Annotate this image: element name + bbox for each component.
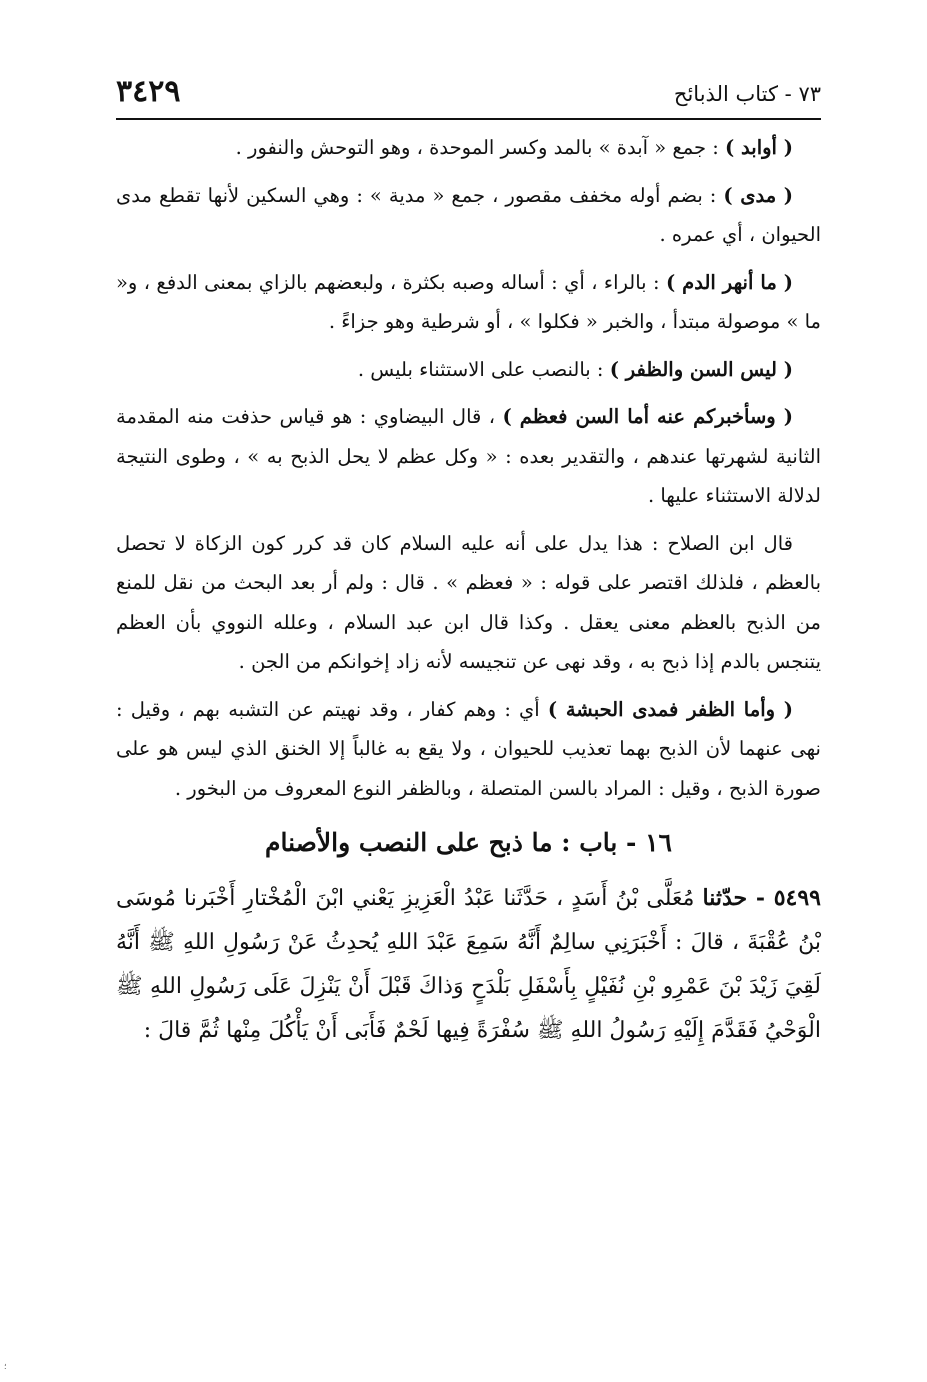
running-title: ٧٣ - كتاب الذبائح	[673, 82, 821, 106]
note-text: : جمع « آبدة » بالمد وكسر الموحدة ، وهو التوحش والنفور .	[235, 136, 726, 159]
page-header	[116, 74, 821, 120]
note-text: قال ابن الصلاح : هذا يدل على أنه عليه السلام كان قد كرر كون الزكاة لا تحصل بالعظم ، فلذلك اقتصر على قوله : « فعظم » . قال : ولم أر بعد البحث من نقل للمنع من الذبح بالعظم معنى يعقل . وكذا قال ابن عبد السلام ، وعلله النووي بأن العظم يتنجس بالدم إذا ذبح به ، وقد نهى عن تنجيسه لأنه زاد إخوانكم من الجن .	[116, 531, 821, 673]
note-paragraph	[116, 263, 821, 342]
note-term: ( مدى )	[723, 183, 793, 207]
note-paragraph	[116, 128, 821, 168]
note-paragraph	[116, 690, 821, 809]
hadith-opening: - حدّثنا	[702, 885, 774, 911]
note-term: ( ما أنهر الدم )	[665, 270, 793, 294]
note-text: ، قال البيضاوي : هو قياس حذفت منه المقدمة الثانية لشهرتها عندهم ، والتقدير بعده : « وكل عظم لا يحل الذبح به » ، وطوى النتيجة لدلالة الاستثناء عليها .	[116, 405, 821, 507]
note-term: ( وسأخبركم عنه أما السن فعظم )	[502, 405, 793, 428]
note-text: : بالنصب على الاستثناء بليس .	[357, 357, 610, 381]
chapter-heading: ١٦ - باب : ما ذبح على النصب والأصنام	[265, 828, 672, 857]
note-text: أي : وهم كفار ، وقد نهيتم عن التشبه بهم ، وقيل : نهى عنهما لأن الذبح بهما تعذيب للحيوان ، ولا يقع به غالباً إلا الخنق الذي ليس هو على صورة الذبح ، وقيل : المراد بالسن المتصلة ، وبالظفر النوع المعروف من البخور .	[116, 697, 821, 800]
scan-edge-mark: ؛	[4, 1362, 7, 1371]
note-term: ( وأما الظفر فمدى الحبشة )	[547, 697, 793, 721]
note-term: ( ليس السن والظفر )	[609, 357, 793, 381]
page-body	[116, 128, 821, 1053]
note-paragraph	[116, 176, 821, 255]
page-number: ٣٤٢٩	[116, 74, 181, 109]
hadith-text	[116, 876, 821, 1053]
note-term: ( أوابد )	[725, 136, 793, 159]
note-paragraph	[116, 397, 821, 516]
note-paragraph	[116, 524, 821, 682]
note-paragraph	[116, 350, 821, 390]
note-text: : بضم أوله مخفف مقصور ، جمع « مدية » : وهي السكين لأنها تقطع مدى الحيوان ، أي عمره .	[116, 183, 821, 246]
hadith-body: مُعَلَّى بْنُ أَسَدٍ ، حَدَّثَنا عَبْدُ الْعَزِيزِ يَعْني ابْنَ الْمُخْتارِ أَخْبَرنا مُوسَى بْنُ عُقْبَةَ ، قالَ : أَخْبَرَنِي سالِمٌ أَنَّهُ سَمِعَ عَبْدَ اللهِ يُحدِثُ عَنْ رَسُولِ اللهِ ﷺ أَنَّهُ لَقِيَ زَيْدَ بْنَ عَمْرِو بْنِ نُفَيْلٍ بِأَسْفَلِ بَلْدَحٍ وَذاكَ قَبْلَ أَنْ يَنْزِلَ عَلَى رَسُولِ اللهِ ﷺ الْوَحْيُ فَقَدَّمَ إِلَيْهِ رَسُولُ اللهِ ﷺ سُفْرَةً فِيها لَحْمٌ فَأَبَى أَنْ يَأْكُلَ مِنْها ثُمَّ قالَ :	[116, 886, 821, 1043]
hadith-number: ٥٤٩٩	[773, 885, 821, 911]
note-text: : بالراء ، أي : أساله وصبه بكثرة ، ولبعضهم بالزاي بمعنى الدفع ، و« ما » موصولة مبتدأ ، والخبر « فكلوا » ، أو شرطية وهو جزاءً .	[116, 270, 821, 333]
